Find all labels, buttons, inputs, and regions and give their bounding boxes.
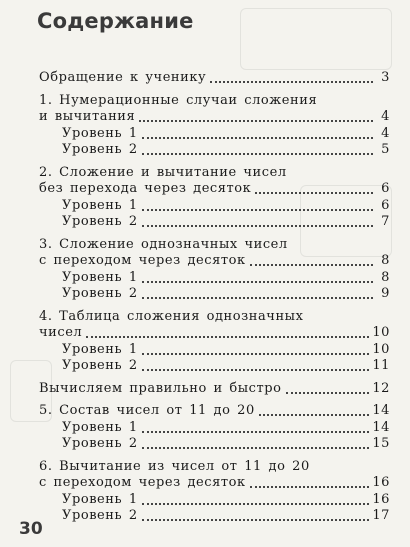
toc-page-number: 6	[381, 181, 390, 196]
dot-leader	[142, 353, 370, 355]
toc-page-number: 4	[381, 125, 390, 141]
toc-entry[interactable]	[39, 356, 390, 374]
toc-page-number: 10	[372, 325, 390, 340]
toc-page-number: 3	[381, 70, 390, 85]
toc-entry-label: Уровень 1	[62, 419, 138, 435]
toc-entry-label: 4. Таблица сложения однозначных	[39, 308, 304, 324]
toc-entry[interactable]	[39, 140, 390, 158]
toc-entry-label: 2. Сложение и вычитание чисел	[39, 164, 287, 180]
toc-entry-label: Уровень 2	[62, 436, 138, 451]
toc-entry-label: и вычитания	[39, 109, 136, 124]
toc-page-number: 14	[372, 419, 390, 435]
dot-leader	[250, 486, 370, 488]
toc-entry-label: Уровень 1	[62, 491, 138, 507]
toc-entry-label: Уровень 2	[62, 508, 138, 523]
toc-entry[interactable]	[39, 251, 390, 269]
toc-entry-line[interactable]	[39, 235, 390, 253]
toc-entry[interactable]	[39, 124, 390, 142]
toc-page-number: 8	[381, 253, 390, 268]
toc-page-number: 16	[372, 475, 390, 490]
dot-leader	[142, 297, 373, 299]
page-title: Содержание	[37, 9, 194, 33]
toc-entry-label: Уровень 1	[62, 197, 138, 213]
toc-entry[interactable]	[39, 323, 390, 341]
toc-entry[interactable]	[39, 401, 390, 419]
toc-entry-label: 5. Состав чисел от 11 до 20	[39, 403, 255, 418]
dot-leader	[142, 447, 370, 449]
toc-entry-label: Уровень 2	[62, 214, 138, 229]
toc-entry-line[interactable]	[39, 457, 390, 475]
toc-entry-label: Обращение к ученику	[39, 70, 207, 85]
dot-leader	[255, 192, 373, 194]
dot-leader	[86, 336, 369, 338]
dot-leader	[210, 81, 373, 83]
toc-entry-line[interactable]	[39, 163, 390, 181]
toc-entry[interactable]	[39, 107, 390, 125]
toc-entry-label: Уровень 1	[62, 269, 138, 285]
toc-entry[interactable]	[39, 68, 390, 86]
toc-entry-label: 3. Сложение однозначных чисел	[39, 236, 288, 252]
toc-entry[interactable]	[39, 473, 390, 491]
toc-entry-line[interactable]	[39, 307, 390, 325]
toc-page-number: 5	[381, 142, 390, 157]
toc-page-number: 17	[372, 508, 390, 523]
toc-entry-label: 6. Вычитание из чисел от 11 до 20	[39, 458, 310, 474]
toc-page-number: 14	[372, 403, 390, 418]
toc-entry-label: Уровень 1	[62, 125, 138, 141]
toc-entry[interactable]	[39, 179, 390, 197]
toc-page-number: 7	[381, 214, 390, 229]
dot-leader	[142, 225, 373, 227]
toc-entry-label: без перехода через десяток	[39, 181, 252, 196]
dot-leader	[142, 209, 373, 211]
toc-entry-label: Уровень 2	[62, 286, 138, 301]
dot-leader	[142, 503, 370, 505]
toc-entry-label: с переходом через десяток	[39, 253, 246, 268]
toc-page-number: 10	[372, 341, 390, 357]
dot-leader	[250, 264, 373, 266]
toc-entry-label: Уровень 2	[62, 358, 138, 373]
toc-entry[interactable]	[39, 418, 390, 436]
toc-entry[interactable]	[39, 196, 390, 214]
toc-entry[interactable]	[39, 212, 390, 230]
toc-entry[interactable]	[39, 506, 390, 524]
dot-leader	[142, 369, 370, 371]
toc-page-number: 16	[372, 491, 390, 507]
toc-entry-label: чисел	[39, 325, 83, 340]
toc-page-number: 4	[381, 109, 390, 124]
toc-entry[interactable]	[39, 268, 390, 286]
toc-entry[interactable]	[39, 379, 390, 397]
toc-entry-label: Уровень 2	[62, 142, 138, 157]
page-number: 30	[19, 519, 43, 539]
dot-leader	[142, 431, 370, 433]
toc-entry-label: с переходом через десяток	[39, 475, 246, 490]
dot-leader	[142, 153, 373, 155]
toc-page-number: 11	[372, 358, 390, 373]
toc-entry[interactable]	[39, 284, 390, 302]
dot-leader	[142, 281, 373, 283]
dot-leader	[139, 120, 373, 122]
toc-entry[interactable]	[39, 490, 390, 508]
toc-entry-label: 1. Нумерационные случаи сложения	[39, 92, 318, 108]
background-illustration	[240, 8, 392, 70]
toc-entry-label: Уровень 1	[62, 341, 138, 357]
toc-entry[interactable]	[39, 434, 390, 452]
toc-page-number: 6	[381, 197, 390, 213]
toc-entry-label: Вычисляем правильно и быстро	[39, 380, 282, 396]
dot-leader	[142, 519, 370, 521]
toc-page-number: 12	[372, 380, 390, 396]
dot-leader	[259, 414, 370, 416]
dot-leader	[142, 137, 373, 139]
dot-leader	[286, 392, 370, 394]
toc-page-number: 9	[381, 286, 390, 301]
toc-entry-line[interactable]	[39, 91, 390, 109]
toc-page-number: 15	[372, 436, 390, 451]
toc-entry[interactable]	[39, 340, 390, 358]
toc-page-number: 8	[381, 269, 390, 285]
